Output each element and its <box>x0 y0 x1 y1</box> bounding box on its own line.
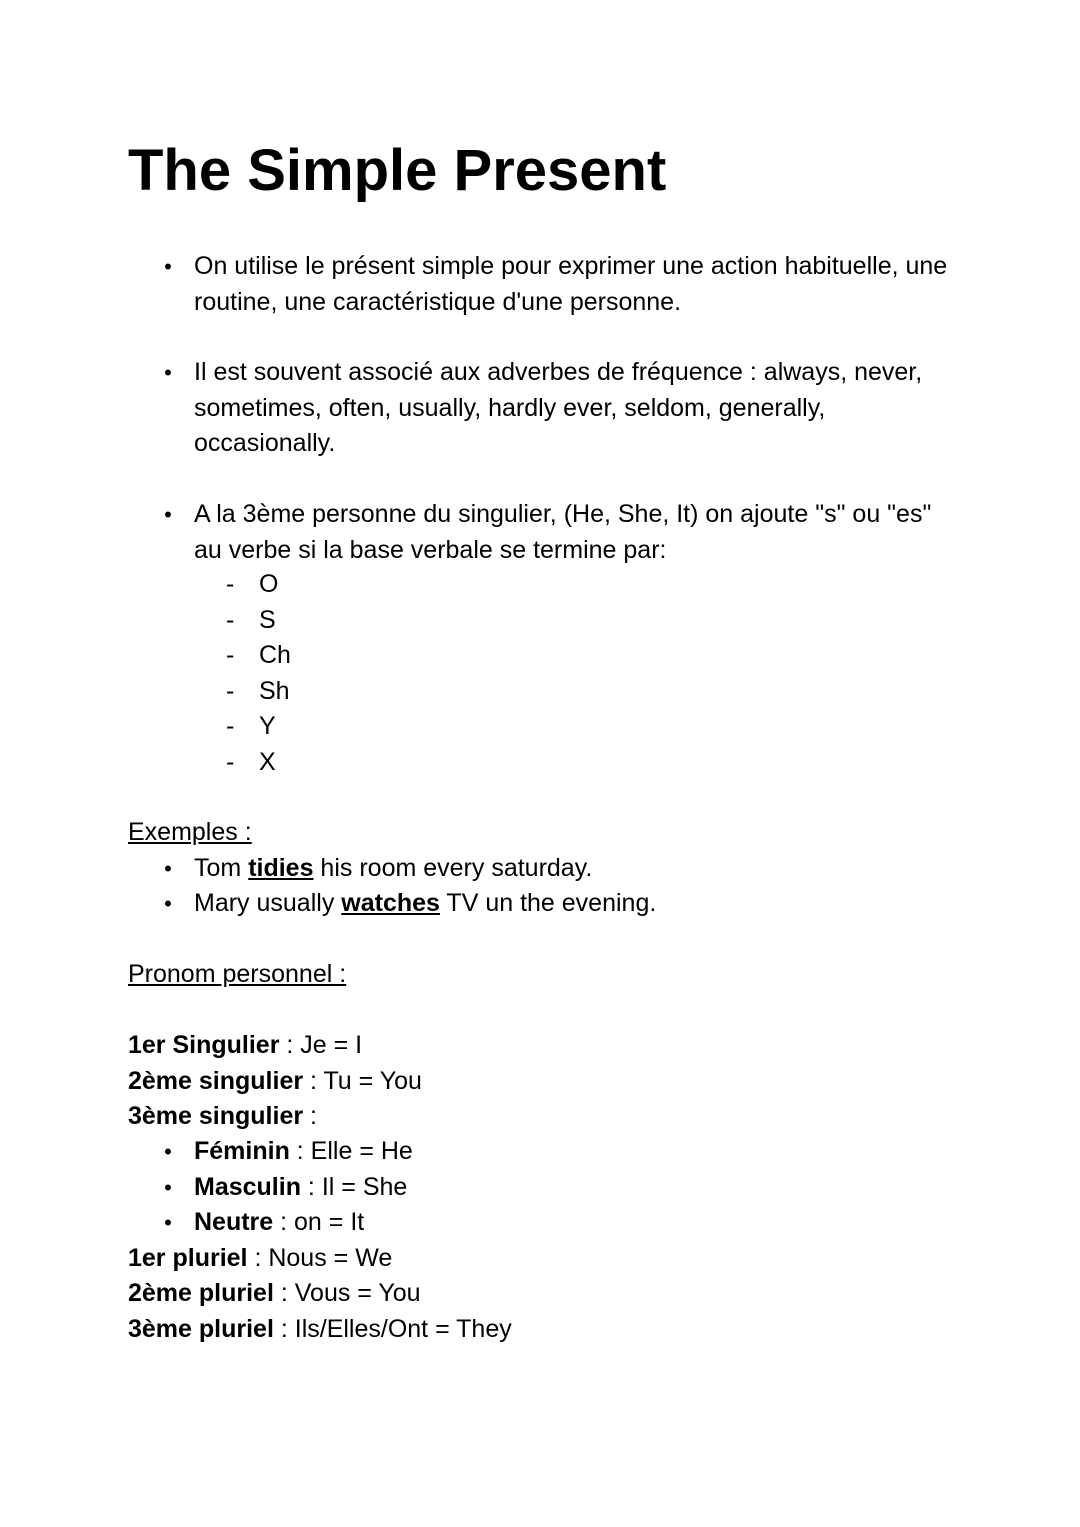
pronoun-first-singular: 1er Singulier : Je = I <box>128 1031 363 1059</box>
rule-item-usage <box>164 249 954 320</box>
rule-text: Il est souvent associé aux adverbes de fréquence : always, never, sometimes, often, usually, hardly ever, seldom, generally, occasionally. <box>194 358 923 457</box>
pronoun-third-singular: 3ème singulier : <box>128 1102 317 1130</box>
dash-icon: - <box>226 641 235 669</box>
ending-item: - Ch <box>226 638 291 674</box>
pronouns-heading: Pronom personnel : <box>128 960 347 988</box>
pronoun-neutral: • Neutre : on = It <box>194 1205 954 1241</box>
bullet-icon: • <box>164 1175 172 1200</box>
pronoun-second-plural: 2ème pluriel : Vous = You <box>128 1279 421 1307</box>
pronoun-masculine: • Masculin : Il = She <box>194 1170 954 1206</box>
rule-text: On utilise le présent simple pour exprimer une action habituelle, une routine, une caractéristique d'une personne. <box>194 252 948 316</box>
bullet-icon: • <box>164 891 172 916</box>
rule-text: A la 3ème personne du singulier, (He, She, It) on ajoute "s" ou "es" au verbe si la base verbale se termine par: <box>194 500 932 564</box>
bullet-icon: • <box>164 502 172 527</box>
dash-icon: - <box>226 606 235 634</box>
dash-icon: - <box>226 748 235 776</box>
examples-heading: Exemples : <box>128 818 252 846</box>
bullet-icon: • <box>164 254 172 279</box>
dash-icon: - <box>226 712 235 740</box>
bullet-icon: • <box>164 360 172 385</box>
pronoun-feminine: • Féminin : Elle = He <box>194 1134 954 1170</box>
example-verb: tidies <box>248 854 314 882</box>
dash-icon: - <box>226 570 235 598</box>
rule-item-adverbs <box>164 355 954 462</box>
rule-item-third-person <box>164 497 954 568</box>
pronoun-second-singular: 2ème singulier : Tu = You <box>128 1067 422 1095</box>
bullet-icon: • <box>164 1139 172 1164</box>
ending-item: - S <box>226 603 276 639</box>
ending-item: - Y <box>226 709 276 745</box>
ending-item: - Sh <box>226 674 290 710</box>
example-item: • Tom tidies his room every saturday. <box>194 851 954 887</box>
ending-item: - X <box>226 745 276 781</box>
pronoun-first-plural: 1er pluriel : Nous = We <box>128 1244 393 1272</box>
dash-icon: - <box>226 677 235 705</box>
example-verb: watches <box>341 889 440 917</box>
example-item: • Mary usually watches TV un the evening. <box>194 886 954 922</box>
page-title: The Simple Present <box>128 138 667 203</box>
bullet-icon: • <box>164 856 172 881</box>
bullet-icon: • <box>164 1210 172 1235</box>
pronoun-third-plural: 3ème pluriel : Ils/Elles/Ont = They <box>128 1315 512 1343</box>
ending-item: - O <box>226 567 278 603</box>
